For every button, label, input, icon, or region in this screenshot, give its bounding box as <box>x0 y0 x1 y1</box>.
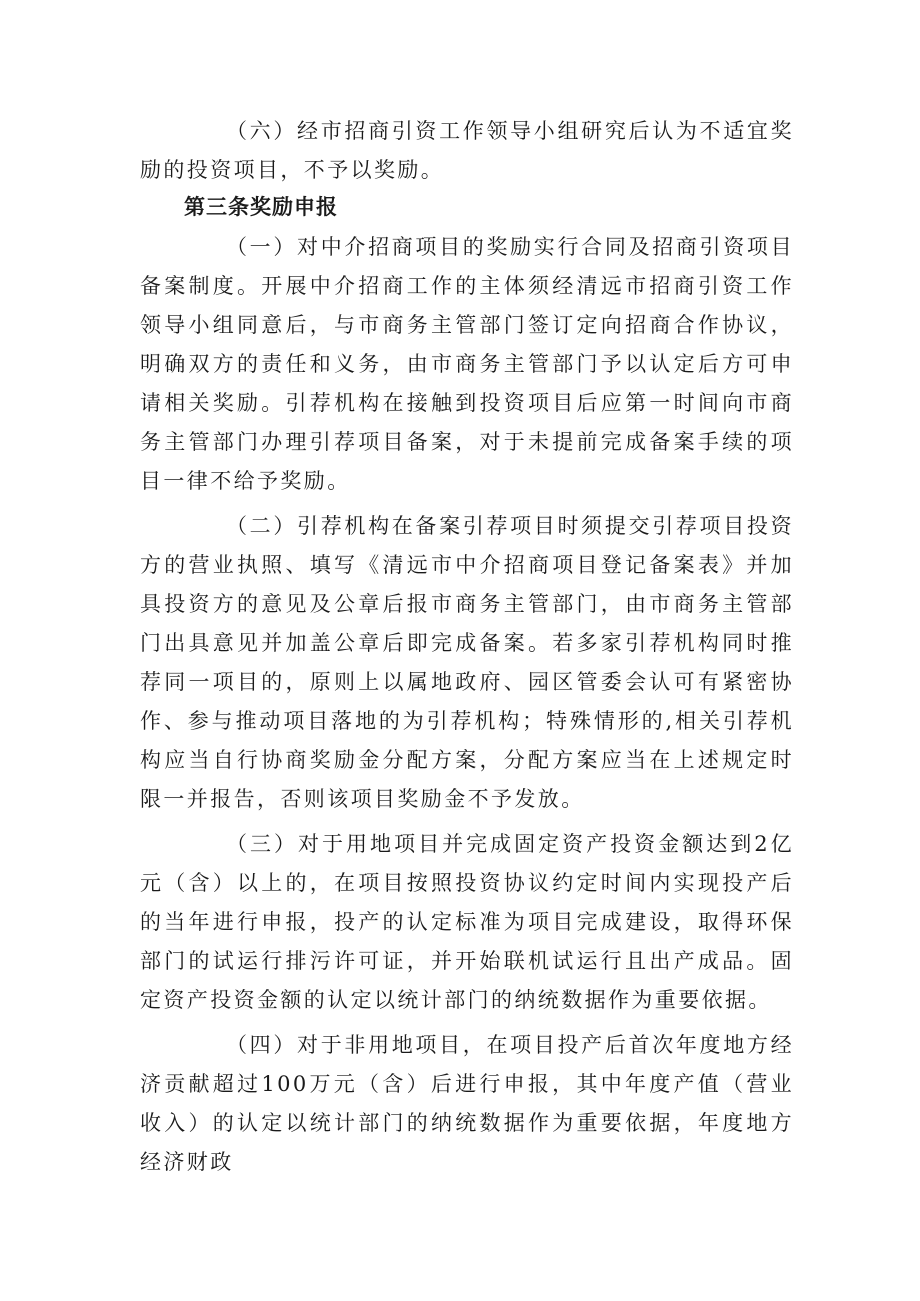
article-3-heading: 第三条奖励申报 <box>184 195 338 219</box>
paragraph-item-6: （六）经市招商引资工作领导小组研究后认为不适宜奖励的投资项目，不予以奖励。 <box>140 119 794 182</box>
paragraph-item-3: （三）对于用地项目并完成固定资产投资金额达到2亿元（含）以上的，在项目按照投资协议约定时间内实现投产后的当年进行申报，投产的认定标准为项目完成建设，取得环保部门的试运行排污许可证，并开始联机试运行且出产成品。固定资产投资金额的认定以统计部门的纳统数据作为重要依据。 <box>140 832 794 1012</box>
document-body <box>140 112 794 1182</box>
paragraph-item-1: （一）对中介招商项目的奖励实行合同及招商引资项目备案制度。开展中介招商工作的主体须经清远市招商引资工作领导小组同意后，与市商务主管部门签订定向招商合作协议，明确双方的责任和义务，由市商务主管部门予以认定后方可申请相关奖励。引荐机构在接触到投资项目后应第一时间向市商务主管部门办理引荐项目备案，对于未提前完成备案手续的项目一律不给予奖励。 <box>140 235 794 493</box>
paragraph-item-2: （二）引荐机构在备案引荐项目时须提交引荐项目投资方的营业执照、填写《清远市中介招商项目登记备案表》并加具投资方的意见及公章后报市商务主管部门，由市商务主管部门出具意见并加盖公章后即完成备案。若多家引荐机构同时推荐同一项目的，原则上以属地政府、园区管委会认可有紧密协作、参与推动项目落地的为引荐机构；特殊情形的,相关引荐机构应当自行协商奖励金分配方案，分配方案应当在上述规定时限一并报告，否则该项目奖励金不予发放。 <box>140 514 794 811</box>
paragraph-item-4: （四）对于非用地项目，在项目投产后首次年度地方经济贡献超过100万元（含）后进行申报，其中年度产值（营业收入）的认定以统计部门的纳统数据作为重要依据，年度地方经济财政 <box>140 1033 794 1174</box>
